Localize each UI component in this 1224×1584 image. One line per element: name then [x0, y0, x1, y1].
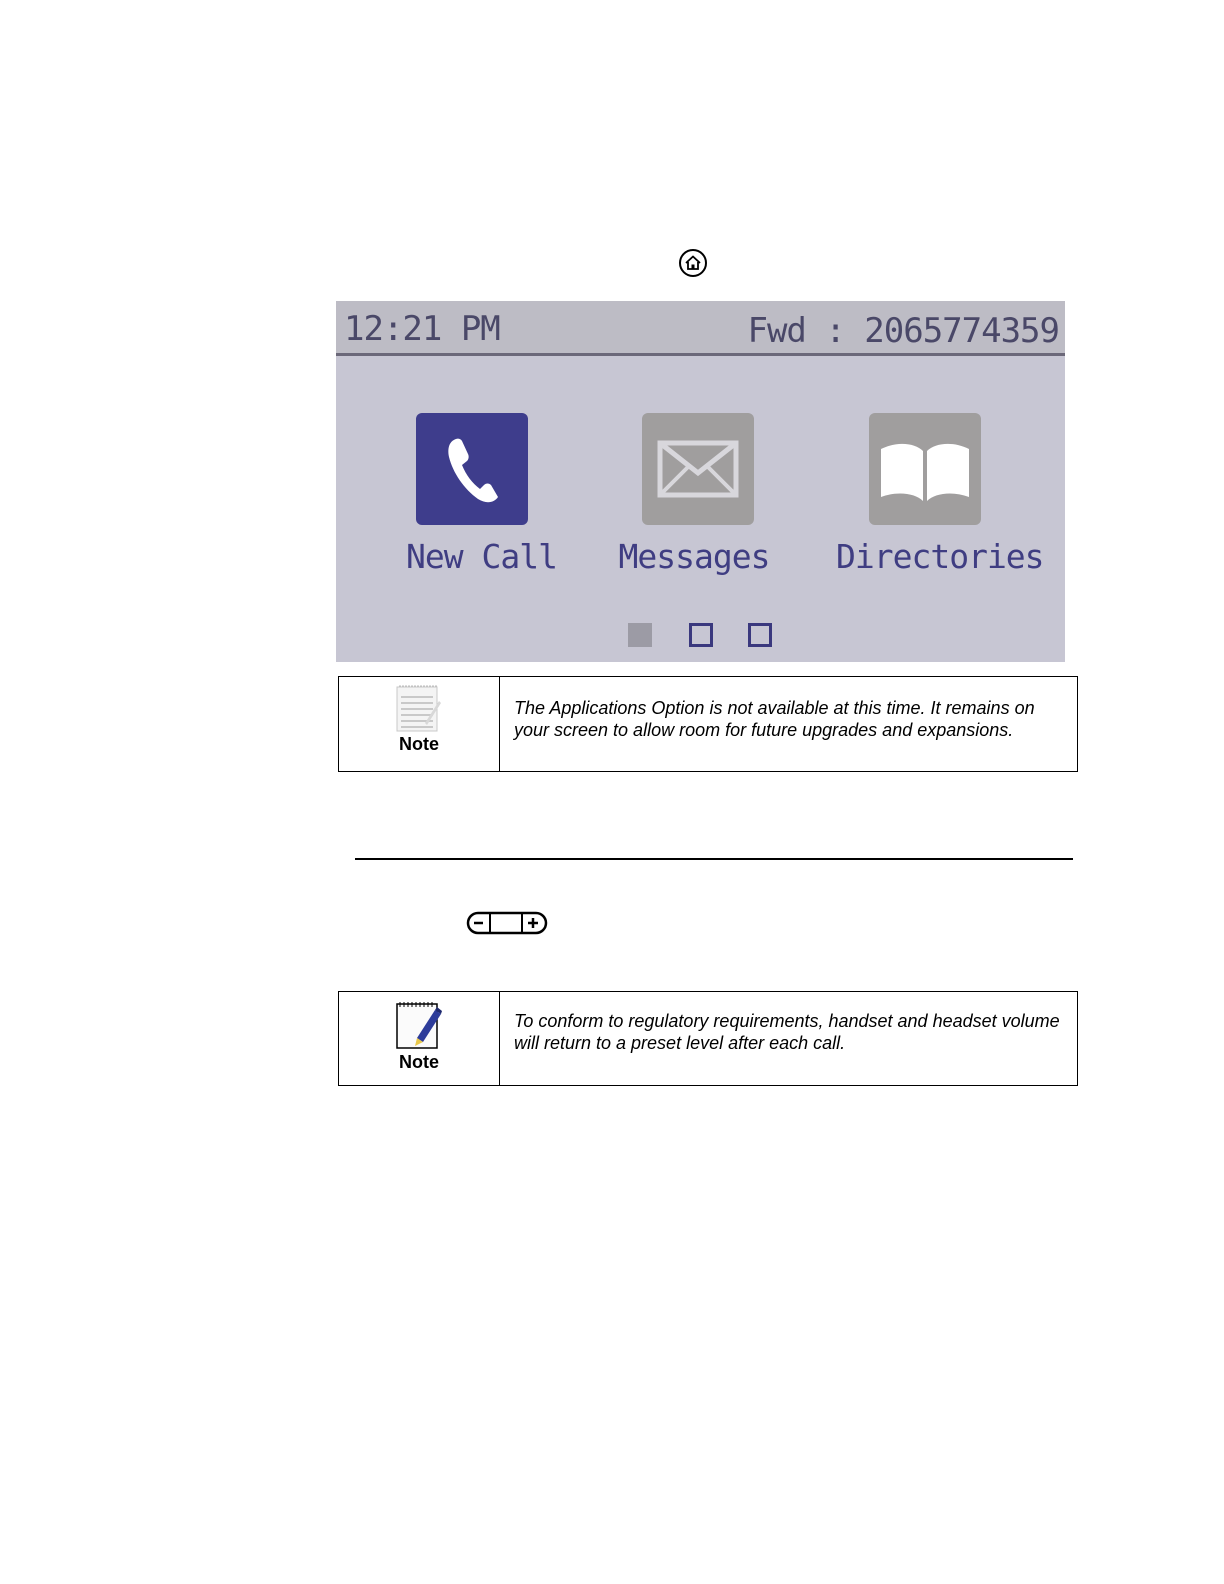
- note-label: Note: [399, 1052, 439, 1072]
- envelope-icon: [642, 413, 754, 525]
- note-icon-cell: [339, 992, 500, 1085]
- page-indicator-2: [689, 623, 713, 647]
- messages-tile[interactable]: [642, 413, 754, 525]
- messages-label: Messages: [618, 537, 770, 576]
- new-call-label: New Call: [406, 537, 557, 576]
- note-pad-icon: [395, 998, 443, 1052]
- home-key-icon: [678, 248, 708, 278]
- directories-tile[interactable]: [869, 413, 981, 525]
- note-icon-cell: [339, 677, 500, 771]
- status-bar: [336, 301, 1065, 356]
- page-indicator-1: [628, 623, 652, 647]
- clock: 12:21 PM: [344, 309, 500, 349]
- note-label: Note: [399, 734, 439, 754]
- open-book-icon: [869, 413, 981, 525]
- note-pad-icon: [395, 683, 443, 735]
- phone-handset-icon: [416, 413, 528, 525]
- directories-label: Directories: [836, 537, 1044, 576]
- page-indicator-3: [748, 623, 772, 647]
- new-call-tile[interactable]: [416, 413, 528, 525]
- phone-home-screen: [336, 301, 1065, 662]
- note-text: The Applications Option is not available at this time. It remains on your screen to allow room for future upgrades and expansions.: [514, 698, 1035, 740]
- note-text: To conform to regulatory requirements, handset and headset volume will return to a preset level after each call.: [514, 1011, 1060, 1053]
- volume-key-icon: [466, 911, 548, 935]
- note-box-volume: [338, 991, 1078, 1086]
- section-divider: [355, 858, 1073, 860]
- note-box-applications: [338, 676, 1078, 772]
- forward-indicator: Fwd : 2065774359: [747, 311, 1059, 351]
